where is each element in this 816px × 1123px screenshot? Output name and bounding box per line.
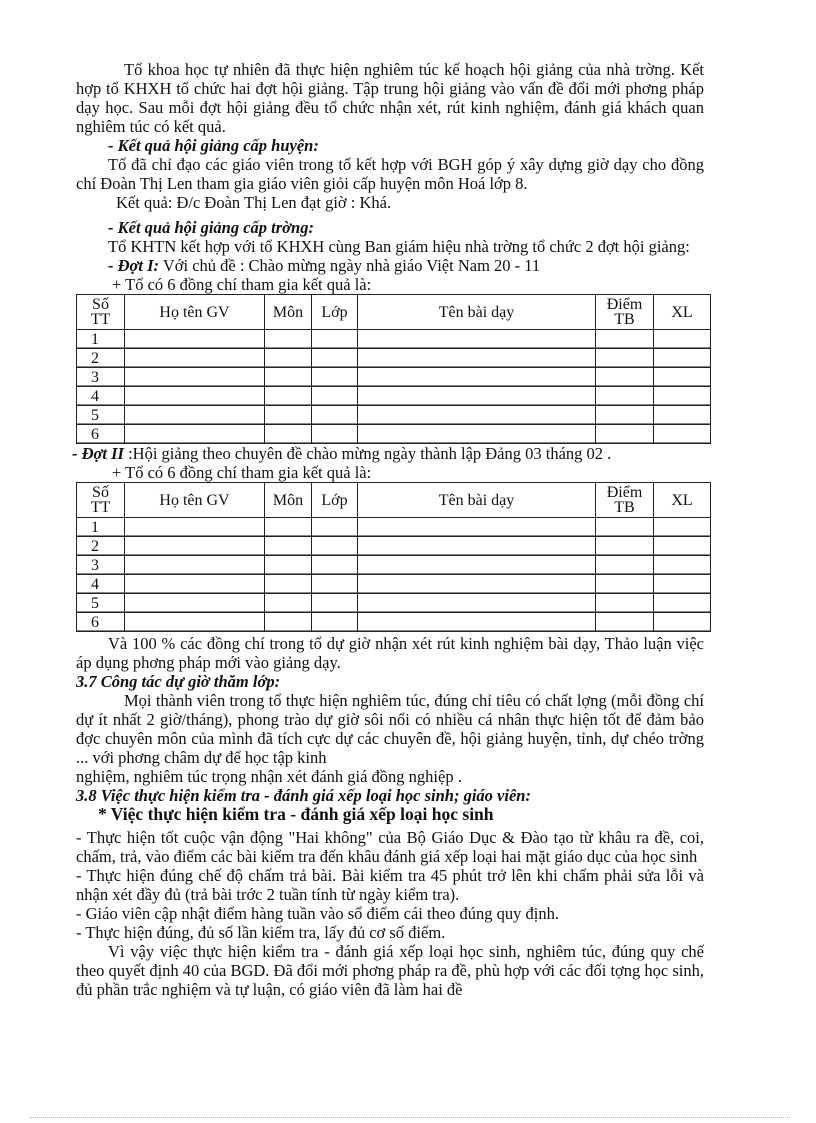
col-header-subject: Môn [265, 483, 312, 518]
row-number: 5 [77, 594, 125, 613]
table-row [77, 594, 711, 613]
round2-label: - Đợt II [72, 444, 124, 463]
participation-paragraph: Và 100 % các đồng chí trong tổ dự giờ nhận xét rút kinh nghiệm bài dạy, Thảo luận việc áp dụng phơng pháp mới vào giảng dạy. [76, 634, 704, 672]
col-header-rank: XL [654, 483, 711, 518]
col-header-score: Điểm TB [596, 295, 654, 330]
col-header-class: Lớp [312, 295, 358, 330]
heading-district-result: - Kết quả hội giảng cấp huyện: [108, 136, 319, 155]
col-header-lesson: Tên bài dạy [358, 483, 596, 518]
table-row [77, 537, 711, 556]
col-header-stt: Số TT [77, 483, 125, 518]
col-header-class: Lớp [312, 483, 358, 518]
row-number: 6 [77, 613, 125, 632]
row-number: 3 [77, 556, 125, 575]
list-item: - Giáo viên cập nhật điểm hàng tuần vào sổ điểm cái theo đúng quy định. [76, 904, 559, 923]
round2-table [76, 482, 711, 632]
col-header-stt: Số TT [77, 295, 125, 330]
row-number: 2 [77, 537, 125, 556]
round1-text: Với chủ đề : Chào mừng ngày nhà giáo Việt Nam 20 - 11 [159, 256, 541, 275]
col-header-subject: Môn [265, 295, 312, 330]
list-item: - Thực hiện đúng, đủ số lần kiểm tra, lấy đủ cơ số điểm. [76, 923, 446, 942]
row-number: 6 [77, 425, 125, 444]
table-row [77, 518, 711, 537]
heading-3-7: 3.7 Công tác dự giờ thăm lớp: [76, 672, 281, 691]
page-bottom-rule [30, 1117, 790, 1118]
district-result-line: Kết quả: Đ/c Đoàn Thị Len đạt giờ : Khá. [116, 193, 392, 212]
table-row [77, 406, 711, 425]
section-3-7-paragraph: Mọi thành viên trong tổ thực hiện nghiêm túc, đúng chỉ tiêu có chất lợng (mỗi đồng chí dự ít nhất 2 giờ/tháng), phong trào dự giờ sôi nổi có nhiều cá nhân thực hiện tốt để đảm bảo đợc chuyên môn của mình đã tích cực dự các chuyên đề, hội giảng huyện, tỉnh, dự chéo trờng ... với phơng châm dự để học tập kinh [76, 691, 704, 767]
heading-3-8: 3.8 Việc thực hiện kiểm tra - đánh giá xếp loại học sinh; giáo viên: [76, 786, 531, 805]
col-header-lesson: Tên bài dạy [358, 295, 596, 330]
col-header-teacher: Họ tên GV [125, 295, 265, 330]
row-number: 5 [77, 406, 125, 425]
round2-sub: + Tổ có 6 đồng chí tham gia kết quả là: [112, 463, 372, 482]
table-row [77, 368, 711, 387]
intro-paragraph: Tổ khoa học tự nhiên đã thực hiện nghiêm túc kế hoạch hội giảng của nhà trờng. Kết hợp tổ KHXH tổ chức hai đợt hội giảng. Tập trung hội giảng vào vấn đề đổi mới phơng pháp dạy học. Sau mỗi đợt hội giảng đều tổ chức nhận xét, rút kinh nghiệm, đánh giá khách quan nghiêm túc có kết quả. [76, 60, 704, 136]
final-paragraph: Vì vậy việc thực hiện kiểm tra - đánh giá xếp loại học sinh, nghiêm túc, đúng quy chế theo quyết định 40 của BGD. Đã đổi mới phơng pháp ra đề, phù hợp với các đối tợng học sinh, đủ phần trắc nghiệm và tự luận, có giáo viên đã làm hai đề [76, 942, 704, 999]
section-3-7-continuation: nghiệm, nghiêm túc trọng nhận xét đánh giá đồng nghiệp . [76, 767, 462, 786]
round1-line [76, 256, 704, 275]
round1-label: - Đợt I: [108, 256, 160, 275]
heading-3-8-sub: * Việc thực hiện kiểm tra - đánh giá xếp loại học sinh [98, 804, 494, 824]
row-number: 4 [77, 387, 125, 406]
col-header-rank: XL [654, 295, 711, 330]
round2-text: :Hội giảng theo chuyên đề chào mừng ngày thành lập Đảng 03 tháng 02 . [123, 444, 612, 463]
list-item: - Thực hiện tốt cuộc vận động "Hai không" của Bộ Giáo Dục & Đào tạo từ khâu ra đề, coi, chấm, trả, vào điểm các bài kiểm tra đến khâu đánh giá xếp loại hai mặt giáo dục của học sinh [76, 828, 704, 866]
table-row [77, 425, 711, 444]
col-header-score: Điểm TB [596, 483, 654, 518]
row-number: 1 [77, 518, 125, 537]
col-header-teacher: Họ tên GV [125, 483, 265, 518]
row-number: 3 [77, 368, 125, 387]
school-paragraph: Tổ KHTN kết hợp với tổ KHXH cùng Ban giám hiệu nhà trờng tổ chức 2 đợt hội giảng: [108, 237, 690, 256]
table-row [77, 556, 711, 575]
table-row [77, 349, 711, 368]
row-number: 2 [77, 349, 125, 368]
round1-table [76, 294, 711, 444]
table-row [77, 330, 711, 349]
table-header-row [77, 295, 711, 330]
heading-school-result: - Kết quả hội giảng cấp trờng: [108, 218, 314, 237]
row-number: 4 [77, 575, 125, 594]
row-number: 1 [77, 330, 125, 349]
document-page [72, 60, 704, 999]
table-header-row [77, 483, 711, 518]
table-row [77, 575, 711, 594]
list-item: - Thực hiện đúng chế độ chấm trả bài. Bài kiểm tra 45 phút trở lên khi chấm phải sửa lỗi và nhận xét đầy đủ (trả bài trớc 2 tuần tính từ ngày kiểm tra). [76, 866, 704, 904]
table-row [77, 613, 711, 632]
district-paragraph: Tổ đã chỉ đạo các giáo viên trong tổ kết hợp với BGH góp ý xây dựng giờ dạy cho đồng chí Đoàn Thị Len tham gia giáo viên giỏi cấp huyện môn Hoá lớp 8. [76, 155, 704, 193]
round1-sub: + Tổ có 6 đồng chí tham gia kết quả là: [112, 275, 372, 294]
round2-line [72, 444, 704, 463]
table-row [77, 387, 711, 406]
